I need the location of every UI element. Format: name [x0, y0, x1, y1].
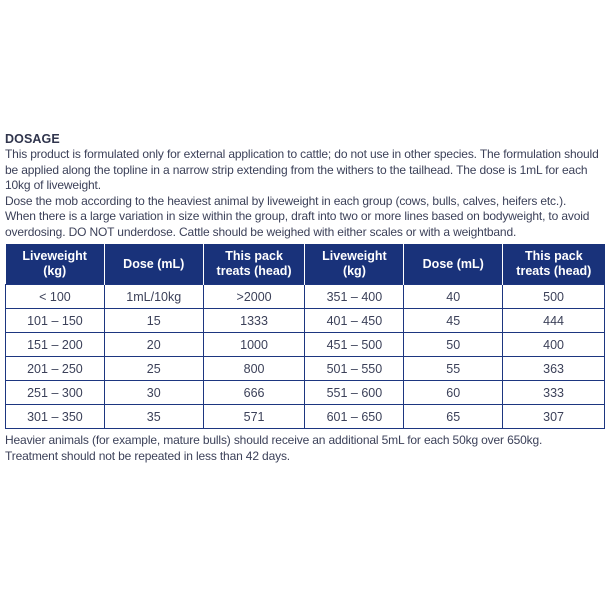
- table-row: [6, 309, 605, 333]
- table-row: [6, 333, 605, 357]
- footer-note-repeat: Treatment should not be repeated in less than 42 days.: [5, 448, 290, 463]
- table-cell: 251 – 300: [6, 381, 105, 405]
- header-pack-treats: This pack treats (head): [503, 244, 605, 285]
- table-cell: 50: [404, 333, 503, 357]
- table-cell: 1333: [203, 309, 305, 333]
- table-row: [6, 285, 605, 309]
- paragraph-variation: When there is a large variation in size within the group, draft into two or more lines based on bodyweight, to avoid overdosing. DO NOT underdose. Cattle should be weighed with either scales or with a weightband.: [5, 209, 590, 239]
- table-cell: 333: [503, 381, 605, 405]
- table-cell: 201 – 250: [6, 357, 105, 381]
- header-dose: Dose (mL): [104, 244, 203, 285]
- table-cell: 500: [503, 285, 605, 309]
- dosage-table: [5, 244, 605, 429]
- table-cell: 571: [203, 405, 305, 429]
- table-cell: 444: [503, 309, 605, 333]
- header-pack-treats: This pack treats (head): [203, 244, 305, 285]
- table-cell: 25: [104, 357, 203, 381]
- header-liveweight: Liveweight (kg): [6, 244, 105, 285]
- table-cell: 15: [104, 309, 203, 333]
- table-cell: 363: [503, 357, 605, 381]
- header-liveweight: Liveweight (kg): [305, 244, 404, 285]
- table-cell: 451 – 500: [305, 333, 404, 357]
- table-cell: 501 – 550: [305, 357, 404, 381]
- table-cell: 60: [404, 381, 503, 405]
- table-cell: 307: [503, 405, 605, 429]
- table-cell: 101 – 150: [6, 309, 105, 333]
- section-heading: DOSAGE: [5, 132, 60, 146]
- table-cell: 55: [404, 357, 503, 381]
- table-cell: 551 – 600: [305, 381, 404, 405]
- footer-note-heavier: Heavier animals (for example, mature bulls) should receive an additional 5mL for each 50kg over 650kg.: [5, 433, 543, 447]
- table-cell: < 100: [6, 285, 105, 309]
- table-cell: 151 – 200: [6, 333, 105, 357]
- table-header-row: [6, 244, 605, 285]
- table-cell: 401 – 450: [305, 309, 404, 333]
- table-row: [6, 405, 605, 429]
- dosage-section: [5, 132, 605, 464]
- table-cell: >2000: [203, 285, 305, 309]
- paragraph-formulation: This product is formulated only for external application to cattle; do not use in other species. The formulation should be applied along the topline in a narrow strip extending from the withers to the tailhead. The dose is 1mL for each 10kg of liveweight.: [5, 147, 599, 192]
- table-cell: 35: [104, 405, 203, 429]
- table-cell: 40: [404, 285, 503, 309]
- table-row: [6, 381, 605, 405]
- table-cell: 20: [104, 333, 203, 357]
- paragraph-dose-mob: Dose the mob according to the heaviest animal by liveweight in each group (cows, bulls, calves, heifers etc.).: [5, 193, 567, 208]
- table-cell: 666: [203, 381, 305, 405]
- table-cell: 30: [104, 381, 203, 405]
- table-row: [6, 357, 605, 381]
- table-cell: 45: [404, 309, 503, 333]
- table-cell: 351 – 400: [305, 285, 404, 309]
- header-dose: Dose (mL): [404, 244, 503, 285]
- table-cell: 800: [203, 357, 305, 381]
- table-cell: 400: [503, 333, 605, 357]
- table-cell: 601 – 650: [305, 405, 404, 429]
- table-cell: 65: [404, 405, 503, 429]
- table-cell: 1mL/10kg: [104, 285, 203, 309]
- table-cell: 1000: [203, 333, 305, 357]
- table-cell: 301 – 350: [6, 405, 105, 429]
